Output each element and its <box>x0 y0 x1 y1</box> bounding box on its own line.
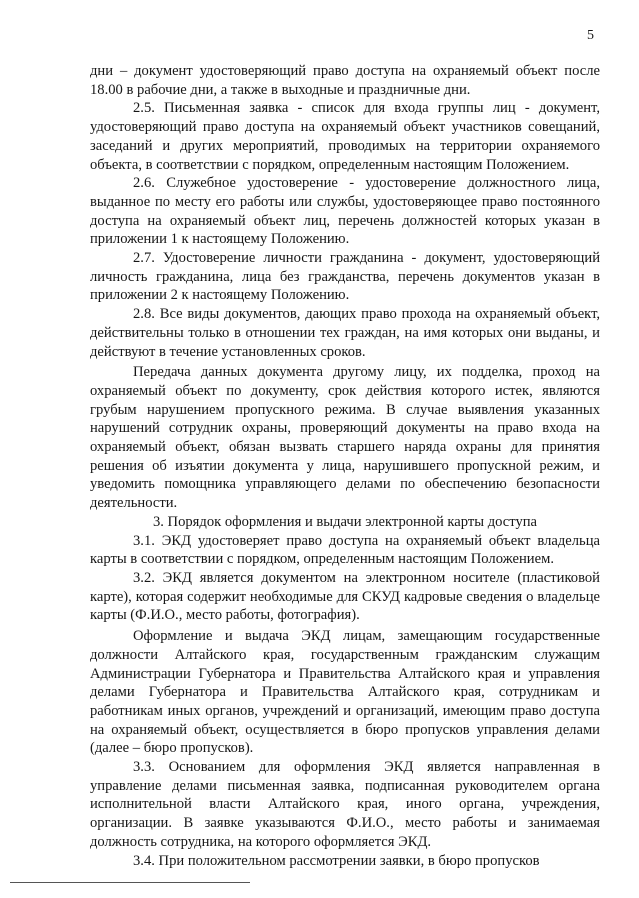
footer-rule <box>10 882 250 883</box>
page-number: 5 <box>587 28 594 43</box>
paragraph-2-5: 2.5. Письменная заявка - список для входа группы лиц - документ, удостоверяющий право доступа на охраняемый объект участников совещаний, заседаний и других мероприятий, проводимых на территории охраняемого объекта, в соответствии с порядком, определенным настоящим Положением. <box>90 100 600 173</box>
section-heading: 3. Порядок оформления и выдачи электронной карты доступа <box>152 513 538 530</box>
paragraph-3-1: 3.1. ЭКД удостоверяет право доступа на охраняемый объект владельца карты в соответствии с порядком, определенным настоящим Положением. <box>90 532 600 568</box>
paragraph-transfer: Передача данных документа другому лицу, их подделка, проход на охраняемый объект по документу, срок действия которого истек, являются грубым нарушением пропускного режима. В случае выявления указанных нарушений сотрудник охраны, проверяющий документы на право входа на охраняемый объект, обязан вызвать старшего наряда охраны для принятия решения об изъятии документа у лица, нарушившего пропускной режим, и уведомить помощника управляющего делами по обеспечению безопасности деятельности. <box>90 364 600 512</box>
paragraph-3-3: 3.3. Основанием для оформления ЭКД является направленная в управление делами письменная заявка, подписанная руководителем органа исполнительной власти Алтайского края, иного органа, учреждения, организации. В заявке указываются Ф.И.О., место работы и занимаемая должность сотрудника, на которого оформляется ЭКД. <box>90 759 600 850</box>
paragraph-issue: Оформление и выдача ЭКД лицам, замещающим государственные должности Алтайского края, государственным гражданским служащим Администрации Губернатора и Правительства Алтайского края и управления делами Губернатора и Правительства Алтайского края, сотрудникам и работникам иных органов, учреждений и организаций, имеющим право доступа на охраняемый объект, осуществляется в бюро пропусков управления делами (далее – бюро пропусков). <box>90 628 600 757</box>
paragraph-3-2: 3.2. ЭКД является документом на электронном носителе (пластиковой карте), которая содержит необходимые для СКУД кадровые сведения о владельце карты (Ф.И.О., место работы, фотография). <box>90 569 600 624</box>
paragraph-3-4: 3.4. При положительном рассмотрении заявки, в бюро пропусков <box>133 852 540 869</box>
paragraph-2-6: 2.6. Служебное удостоверение - удостоверение должностного лица, выданное по месту его работы или службы, удостоверяющее право постоянного доступа на охраняемый объект лиц, перечень должностей которых указан в приложении 1 к настоящему Положению. <box>90 175 600 248</box>
paragraph-2-7: 2.7. Удостоверение личности гражданина - документ, удостоверяющий личность гражданина, лица без гражданства, перечень документов указан в приложении 2 к настоящему Положению. <box>90 250 600 304</box>
document-body <box>90 62 600 870</box>
paragraph-continuation: дни – документ удостоверяющий право доступа на охраняемый объект после 18.00 в рабочие дни, а также в выходные и праздничные дни. <box>90 63 600 98</box>
paragraph-2-8: 2.8. Все виды документов, дающих право прохода на охраняемый объект, действительны только в отношении тех граждан, на имя которых они выданы, и действуют в течение установленных сроков. <box>90 306 600 360</box>
